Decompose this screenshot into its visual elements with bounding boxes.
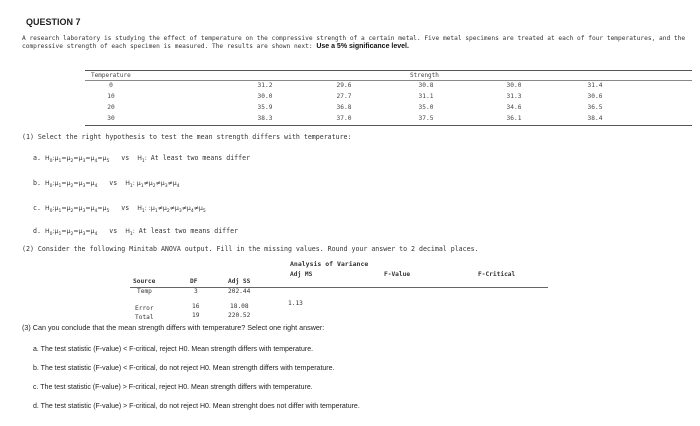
option-label: c.: [33, 384, 39, 391]
strength-cell: 30.0: [506, 82, 522, 89]
anova-row-temp-source: Temp: [137, 288, 152, 295]
option-label: b.: [33, 365, 39, 372]
option-vs: vs: [109, 227, 118, 235]
strength-cell: 29.6: [336, 82, 352, 89]
anova-header-adj-ss: Adj SS: [228, 278, 251, 285]
data-table: [85, 70, 692, 126]
temperature-cell: 20: [107, 104, 115, 111]
temperature-cell: 10: [107, 93, 115, 100]
part3-option-a[interactable]: [33, 346, 313, 353]
anova-title: Analysis of Variance: [290, 260, 369, 268]
table-rule-header: [85, 80, 692, 81]
strength-cell: 30.8: [418, 82, 434, 89]
option-text: The test statistic (F-value) > F-critical, do not reject H0. Mean strenght does not differ with temperature.: [40, 403, 360, 410]
anova-row-error-source: Error: [135, 305, 154, 312]
part1-option-d[interactable]: d. $H_0:\mu_1=\mu_2=\mu_3=\mu_4$ vs $H_1$: At least two means differ: [33, 227, 239, 238]
anova-row-total-df: 19: [192, 312, 200, 319]
problem-statement: [22, 35, 692, 51]
strength-cell: 37.0: [336, 115, 352, 122]
option-vs: vs: [121, 204, 130, 212]
table-rule-bottom: [85, 125, 692, 126]
strength-cell: 31.1: [418, 93, 434, 100]
strength-cell: 30.0: [257, 93, 273, 100]
part1-option-c[interactable]: c. $H_0:\mu_1=\mu_2=\mu_3=\mu_4=\mu_5$ vs $H_1$: $:\mu_1\ne\mu_2\ne\mu_3\ne\mu_4\ne\mu_5$: [33, 204, 206, 215]
strength-cell: 36.5: [587, 104, 603, 111]
anova-row-temp-df: 3: [194, 288, 198, 295]
option-label: a.: [33, 154, 41, 162]
strength-cell: 34.6: [506, 104, 522, 111]
strength-cell: 38.4: [587, 115, 603, 122]
option-label: d.: [33, 403, 39, 410]
part1-option-a[interactable]: a. $H_0:\mu_1=\mu_2=\mu_3=\mu_4=\mu_5$ vs $H_1$: At least two means differ: [33, 154, 251, 165]
anova-header-f-value: F-Value: [384, 271, 411, 278]
strength-cell: 35.9: [257, 104, 273, 111]
option-text: The test statistic (F-value) > F-critical, reject H0. Mean strength differs with temperature.: [40, 384, 313, 391]
anova-header-rule: [130, 287, 548, 288]
part3-option-d[interactable]: [33, 403, 360, 410]
option-label: a.: [33, 346, 39, 353]
strength-cell: 35.0: [418, 104, 434, 111]
option-label: d.: [33, 227, 41, 235]
strength-cell: 31.3: [506, 93, 522, 100]
anova-header-adj-ms: Adj MS: [290, 271, 313, 278]
strength-cell: 36.1: [506, 115, 522, 122]
problem-text: A research laboratory is studying the effect of temperature on the compressive strength of a certain metal. Five metal specimens are treated at each of four temperatures, and the compressive strength of each specimen is measured. The results are shown next:: [22, 35, 686, 50]
part1-prompt: (1) Select the right hypothesis to test the mean strength differs with temperature:: [22, 133, 352, 141]
temperature-cell: 30: [107, 115, 115, 122]
option-vs: vs: [109, 179, 118, 187]
anova-row-total-adj-ss: 220.52: [228, 312, 251, 319]
table-rule-top: [85, 70, 692, 71]
anova-row-error-df: 16: [192, 303, 200, 310]
option-label: b.: [33, 179, 41, 187]
anova-header-df: DF: [190, 278, 198, 285]
significance-level: Use a 5% significance level.: [316, 43, 409, 50]
part1-option-b[interactable]: b. $H_0:\mu_1=\mu_2=\mu_3=\mu_4$ vs $H_1$: $\mu_1\ne\mu_2\ne\mu_3\ne\mu_4$: [33, 179, 180, 190]
strength-cell: 36.8: [336, 104, 352, 111]
anova-row-error-adj-ss: 18.08: [230, 303, 249, 310]
option-text: The test statistic (F-value) < F-critical, do not reject H0. Mean strength differs with temperature.: [40, 365, 335, 372]
anova-row-temp-adj-ss: 202.44: [228, 288, 251, 295]
anova-row-error-adj-ms: 1.13: [288, 300, 303, 307]
temperature-header: Temperature: [91, 72, 131, 79]
strength-cell: 30.6: [587, 93, 603, 100]
question-title: QUESTION 7: [26, 17, 81, 27]
strength-cell: 31.4: [587, 82, 603, 89]
part3-option-c[interactable]: [33, 384, 313, 391]
part3-prompt: (3) Can you conclude that the mean strength differs with temperature? Select one right answer:: [22, 323, 325, 332]
anova-header-f-critical: F-Critical: [478, 271, 516, 278]
temperature-cell: 0: [109, 82, 113, 89]
part3-option-b[interactable]: [33, 365, 334, 372]
strength-cell: 27.7: [336, 93, 352, 100]
part2-prompt: (2) Consider the following Minitab ANOVA output. Fill in the missing values. Round your answer to 2 decimal places.: [22, 245, 479, 253]
option-label: c.: [33, 204, 41, 212]
anova-header-source: Source: [133, 278, 156, 285]
strength-cell: 31.2: [257, 82, 273, 89]
strength-header: Strength: [410, 72, 439, 79]
anova-row-total-source: Total: [135, 314, 154, 321]
strength-cell: 38.3: [257, 115, 273, 122]
option-vs: vs: [121, 154, 130, 162]
option-text: The test statistic (F-value) < F-critical, reject H0. Mean strength differs with temperature.: [40, 346, 314, 353]
strength-cell: 37.5: [418, 115, 434, 122]
